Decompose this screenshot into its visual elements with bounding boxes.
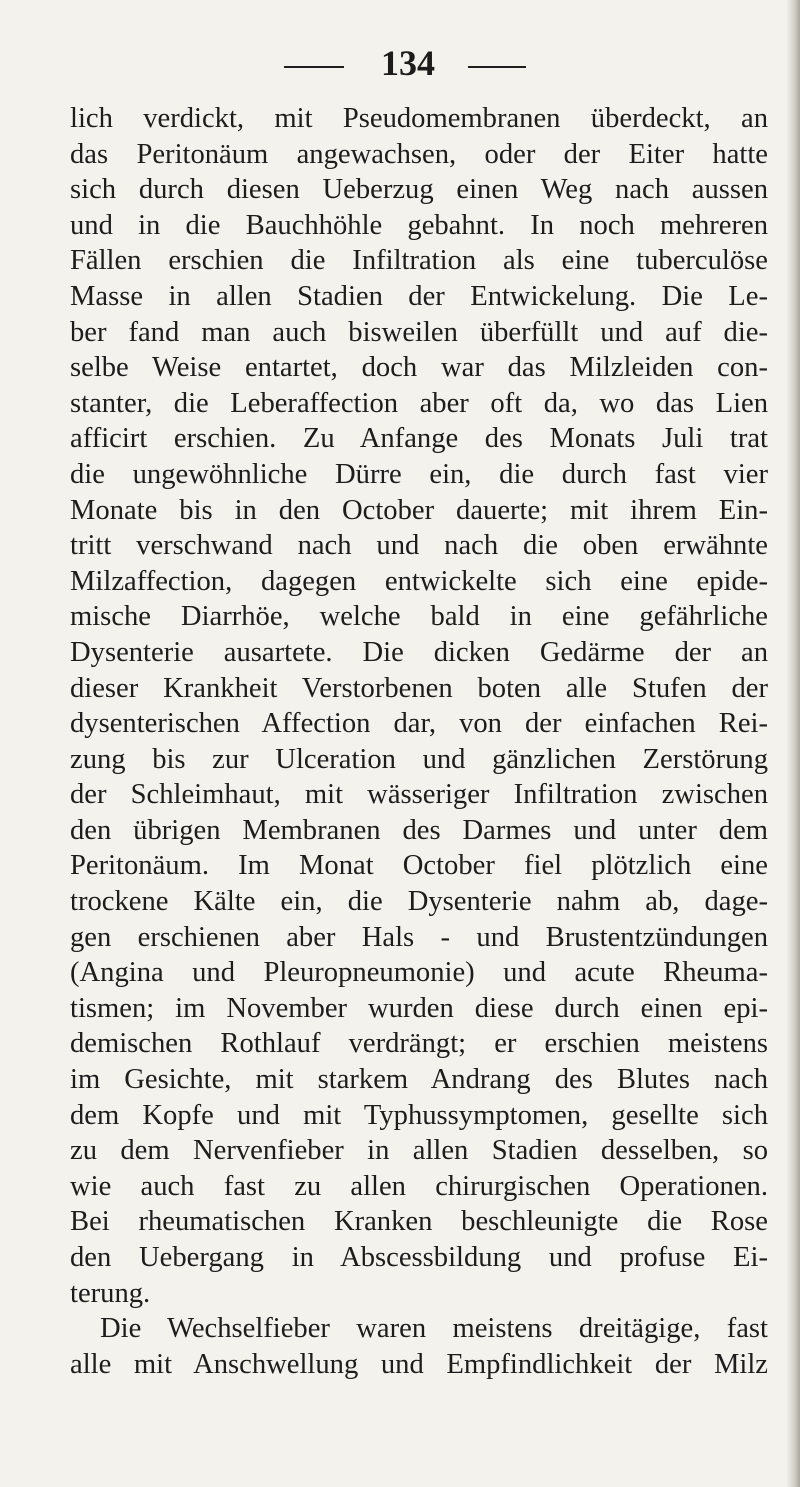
text-line: sich durch diesen Ueberzug einen Weg nach aussen <box>70 174 768 206</box>
text-line: und in die Bauchhöhle gebahnt. In noch mehreren <box>70 209 768 241</box>
text-line: im Gesichte, mit starkem Andrang des Blutes nach <box>70 1064 768 1096</box>
text-line: gen erschienen aber Hals - und Brustentzündungen <box>70 921 768 953</box>
text-line: Monate bis in den October dauerte; mit ihrem Ein- <box>70 494 768 526</box>
text-line: zung bis zur Ulceration und gänzlichen Zerstörung <box>70 743 768 775</box>
text-line: trockene Kälte ein, die Dysenterie nahm ab, dage- <box>70 886 768 918</box>
text-line: den übrigen Membranen des Darmes und unter dem <box>70 814 768 846</box>
text-line: mische Diarrhöe, welche bald in eine gefährliche <box>70 601 768 633</box>
text-line: Masse in allen Stadien der Entwickelung. Die Le- <box>70 280 768 312</box>
text-line: demischen Rothlauf verdrängt; er erschien meistens <box>70 1028 768 1060</box>
text-line: Milzaffection, dagegen entwickelte sich eine epide- <box>70 565 768 597</box>
text-line: die ungewöhnliche Dürre ein, die durch fast vier <box>70 458 768 490</box>
text-line: wie auch fast zu allen chirurgischen Operationen. <box>70 1170 768 1202</box>
text-line: tismen; im November wurden diese durch einen epi- <box>70 992 768 1024</box>
text-line: dysenterischen Affection dar, von der einfachen Rei- <box>70 708 768 740</box>
text-line: dieser Krankheit Verstorbenen boten alle Stufen der <box>70 672 768 704</box>
text-line: tritt verschwand nach und nach die oben erwähnte <box>70 530 768 562</box>
text-line: alle mit Anschwellung und Empfindlichkeit der Milz <box>70 1348 768 1380</box>
page-edge-shadow <box>786 0 800 1487</box>
text-line: selbe Weise entartet, doch war das Milzleiden con- <box>70 352 768 384</box>
header-rule-left <box>284 66 344 68</box>
text-line: Peritonäum. Im Monat October fiel plötzlich eine <box>70 850 768 882</box>
text-line: das Peritonäum angewachsen, oder der Eiter hatte <box>70 138 768 170</box>
text-line: dem Kopfe und mit Typhussymptomen, gesellte sich <box>70 1099 768 1131</box>
paragraph-start-line: Die Wechselfieber waren meistens dreitägige, fast <box>100 1313 768 1345</box>
text-line: Bei rheumatischen Kranken beschleunigte die Rose <box>70 1206 768 1238</box>
text-line: stanter, die Leberaffection aber oft da, wo das Lien <box>70 387 768 419</box>
text-line: terung. <box>70 1277 151 1309</box>
text-line: Fällen erschien die Infiltration als eine tuberculöse <box>70 245 768 277</box>
text-line: (Angina und Pleuropneumonie) und acute Rheuma- <box>70 957 768 989</box>
text-line: ber fand man auch bisweilen überfüllt und auf die- <box>70 316 768 348</box>
text-line: den Uebergang in Abscessbildung und profuse Ei- <box>70 1242 768 1273</box>
body-text <box>70 101 768 1382</box>
text-line: afficirt erschien. Zu Anfange des Monats Juli trat <box>70 423 768 455</box>
text-line: der Schleimhaut, mit wässeriger Infiltration zwischen <box>70 779 768 811</box>
page-header <box>0 38 800 88</box>
page-number: 134 <box>381 43 435 83</box>
text-line: lich verdickt, mit Pseudomembranen überdeckt, an <box>70 103 768 134</box>
text-line: zu dem Nervenfieber in allen Stadien desselben, so <box>70 1135 768 1167</box>
header-rule-right <box>468 66 526 68</box>
text-line: Dysenterie ausartete. Die dicken Gedärme der an <box>70 636 768 668</box>
